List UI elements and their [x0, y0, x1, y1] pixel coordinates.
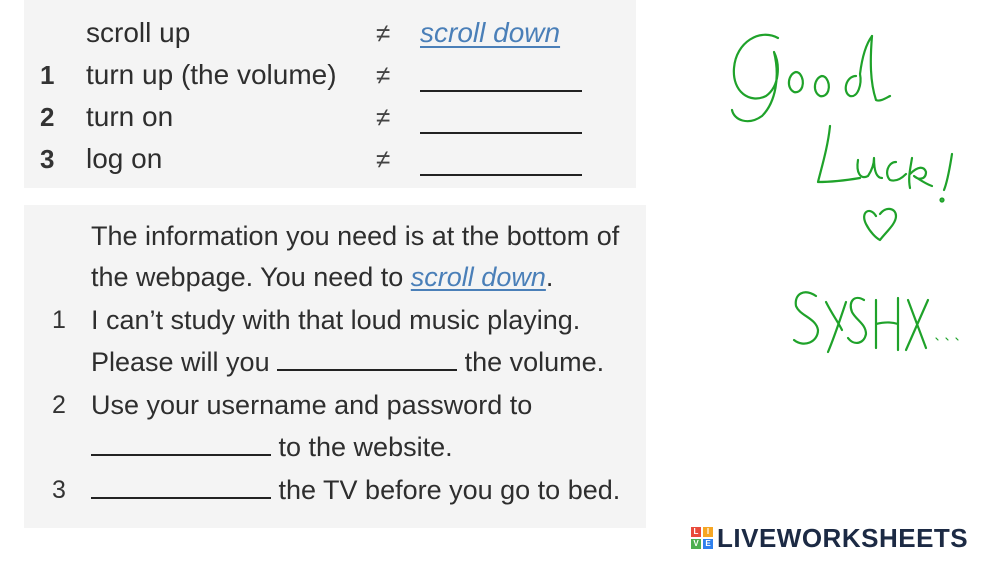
example-sentence-line2: the webpage. You need to scroll down. — [91, 262, 554, 292]
example-answer: scroll down — [420, 17, 561, 48]
handwriting-signature — [794, 292, 958, 352]
answer-blank-b1[interactable] — [277, 345, 457, 371]
example-answer-link: scroll down — [410, 262, 546, 292]
item-phrase: log on — [86, 143, 163, 174]
answer-blank-a1[interactable] — [420, 90, 582, 92]
item-number: 1 — [52, 306, 66, 334]
example-sentence-line1: The information you need is at the bottom of — [91, 221, 620, 251]
sentence-1-line2: Please will you the volume. — [91, 347, 605, 377]
liveworksheets-logo — [691, 524, 968, 552]
answer-blank-a2[interactable] — [420, 132, 582, 134]
item-phrase: turn on — [86, 101, 174, 132]
example-phrase: scroll up — [86, 17, 191, 48]
item-number: 2 — [52, 391, 66, 419]
handwriting-luck — [818, 126, 952, 202]
handwriting-good — [732, 35, 890, 121]
not-equal-symbol: ≠ — [376, 60, 391, 90]
item-phrase: turn up (the volume) — [86, 59, 337, 90]
item-number: 2 — [40, 102, 55, 132]
sentence-3-line1: the TV before you go to bed. — [91, 473, 620, 507]
not-equal-symbol: ≠ — [376, 102, 391, 132]
answer-blank-a3[interactable] — [420, 174, 582, 176]
sentence-2-line2: to the website. — [91, 430, 453, 464]
answer-blank-b3[interactable] — [91, 473, 271, 499]
answer-blank-b2[interactable] — [91, 430, 271, 456]
handwritten-note — [700, 20, 990, 370]
not-equal-symbol: ≠ — [376, 18, 391, 48]
sentence-1-line1: I can’t study with that loud music playing. — [91, 305, 581, 335]
brand-name: LIVEWORKSHEETS — [717, 522, 969, 553]
brand-logo-icon: L I V E — [691, 527, 713, 549]
item-number: 3 — [52, 476, 66, 504]
heart-icon — [864, 209, 896, 240]
item-number: 1 — [40, 60, 55, 90]
not-equal-symbol: ≠ — [376, 144, 391, 174]
sentence-2-line1: Use your username and password to — [91, 390, 533, 420]
item-number: 3 — [40, 144, 55, 174]
